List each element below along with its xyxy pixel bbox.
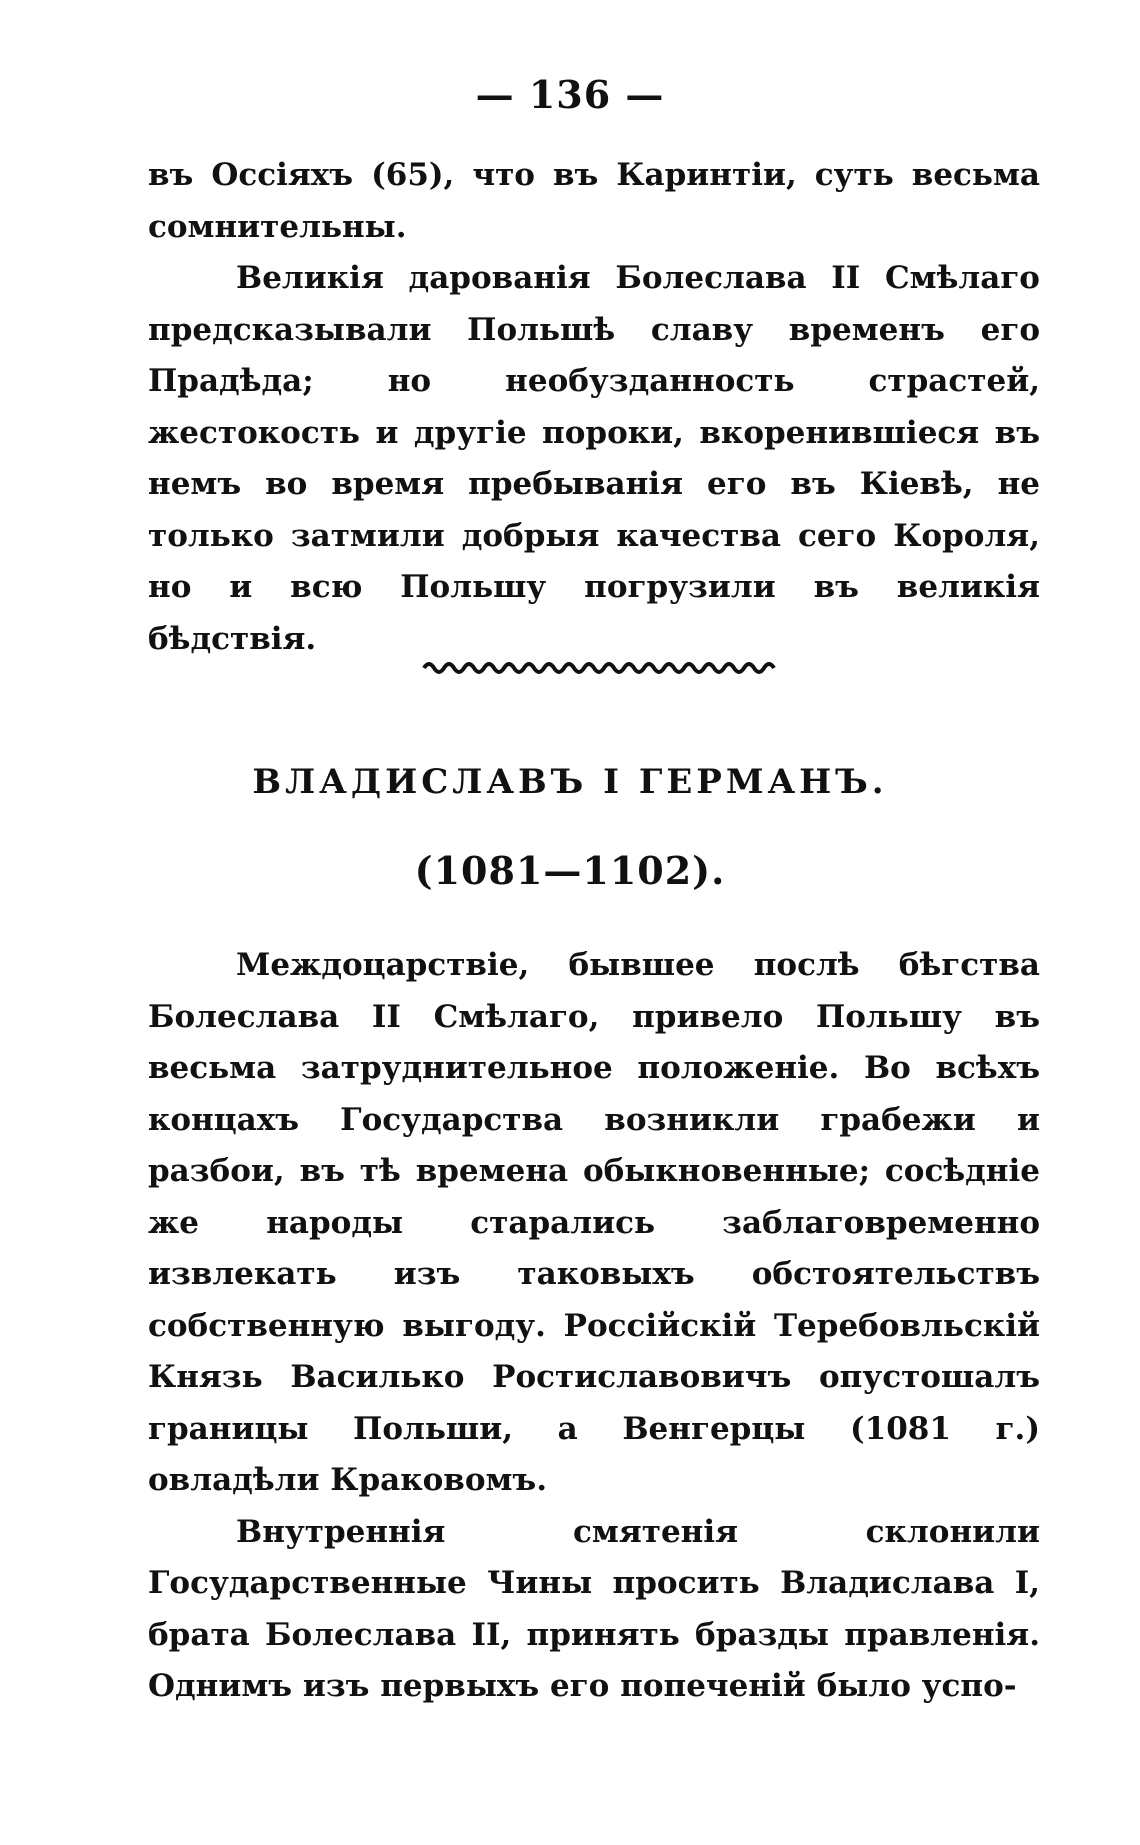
top-text-block bbox=[148, 150, 1040, 665]
section-dates: (1081—1102). bbox=[414, 848, 726, 893]
paragraph-internal-unrest: Внутреннія смятенія склонили Государственные Чины просить Владислава I, брата Болеслава II, принять бразды правленія. Однимъ изъ первыхъ его попеченій было успо- bbox=[148, 1513, 1040, 1704]
paragraph-interregnum: Междоцарствіе, бывшее послѣ бѣгства Болеслава II Смѣлаго, привело Польшу въ весьма затруднительное положеніе. Во всѣхъ концахъ Государства возникли грабежи и разбои, въ тѣ времена обыкновенные; сосѣдніе же народы старались заблаговременно извлекать изъ таковыхъ обстоятельствъ собственную выгоду. Россійскій Теребовльскій Князь Василько Ростиславовичъ опустошалъ границы Польши, а Венгерцы (1081 г.) овладѣли Краковомъ. bbox=[148, 947, 1040, 1498]
paragraph-boleslav: Великія дарованія Болеслава II Смѣлаго предсказывали Польшѣ славу временъ его Прадѣда; но необузданность страстей, жестокость и другіе пороки, вкоренившіеся въ немъ во время пребыванія его въ Кіевѣ, не только затмили добрыя качества сего Короля, но и всю Польшу погрузили въ великія бѣдствія. bbox=[148, 260, 1040, 657]
section-text-block bbox=[148, 940, 1040, 1713]
page-number: — 136 — bbox=[475, 72, 665, 117]
section-heading: ВЛАДИСЛАВЪ I ГЕРМАНЪ. bbox=[252, 762, 888, 802]
wavy-separator-ornament bbox=[420, 656, 780, 678]
paragraph-continuation: въ Оссіяхъ (65), что въ Каринтіи, суть весьма сомнительны. bbox=[148, 157, 1040, 245]
